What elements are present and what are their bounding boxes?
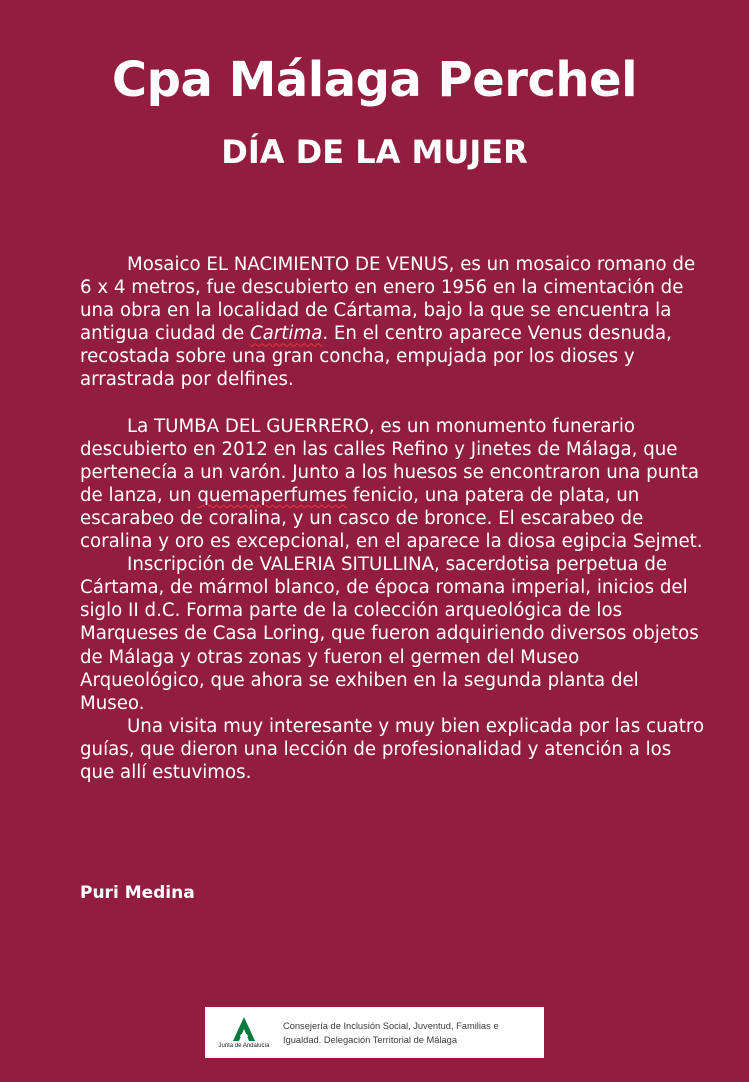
paragraph-text: Mosaico EL NACIMIENTO DE VENUS, es un mosaico romano de 6 x 4 metros, fue descubierto en enero 1956 en la cimentación de una obra en la localidad de Cártama, bajo la que se encuentra la antigua ciudad de — [80, 254, 696, 345]
author-signature: Puri Medina — [80, 883, 195, 903]
article-body — [80, 253, 705, 784]
junta-andalucia-emblem-icon — [231, 1016, 257, 1042]
logo-label: Junta de Andalucía — [218, 1043, 270, 1049]
spellcheck-word: Cartima — [249, 323, 323, 345]
footer-line-1: Consejería de Inclusión Social, Juventud, Familias e — [283, 1020, 499, 1031]
footer-sponsor-box — [205, 1007, 544, 1058]
spellcheck-word: quemaperfumes — [197, 484, 347, 506]
page-title: Cpa Málaga Perchel — [111, 52, 638, 108]
footer-line-2: Igualdad. Delegación Territorial de Málaga — [283, 1034, 457, 1045]
page-subtitle: DÍA DE LA MUJER — [221, 133, 528, 171]
paragraph-text: fenicio, una patera de plata, un escarabeo de coralina, y un casco de bronce. El escarabeo de coralina y oro es excepcional, en el aparece la diosa egipcia Sejmet. — [80, 484, 703, 553]
paragraph-valeria-situllina: Inscripción de VALERIA SITULLINA, sacerdotisa perpetua de Cártama, de mármol blanco, de época romana imperial, inicios del siglo II d.C. Forma parte de la colección arqueológica de los Marqueses de Casa Loring, que fueron adquiriendo diversos objetos de Málaga y otras zonas y fueron el germen del Museo Arqueológico, que ahora se exhiben en la segunda planta del Museo. — [80, 554, 699, 714]
footer-credit — [283, 1019, 499, 1047]
paragraph-text: La TUMBA DEL GUERRERO, es un monumento funerario descubierto en 2012 en las calles Refino y Jinetes de Málaga, que pertenecía a un varón. Junto a los huesos se encontraron una punta de lanza, un — [80, 415, 700, 506]
paragraph-venus-mosaic — [80, 253, 705, 392]
paragraph-warrior-tomb — [80, 415, 705, 554]
paragraph-text: . En el centro aparece Venus desnuda, recostada sobre una gran concha, empujada por los dioses y arrastrada por delfines. — [80, 323, 672, 391]
paragraph-visit-summary: Una visita muy interesante y muy bien explicada por las cuatro guías, que dieron una lección de profesionalidad y atención a los que allí estuvimos. — [80, 715, 705, 783]
junta-andalucia-logo — [205, 1007, 283, 1058]
